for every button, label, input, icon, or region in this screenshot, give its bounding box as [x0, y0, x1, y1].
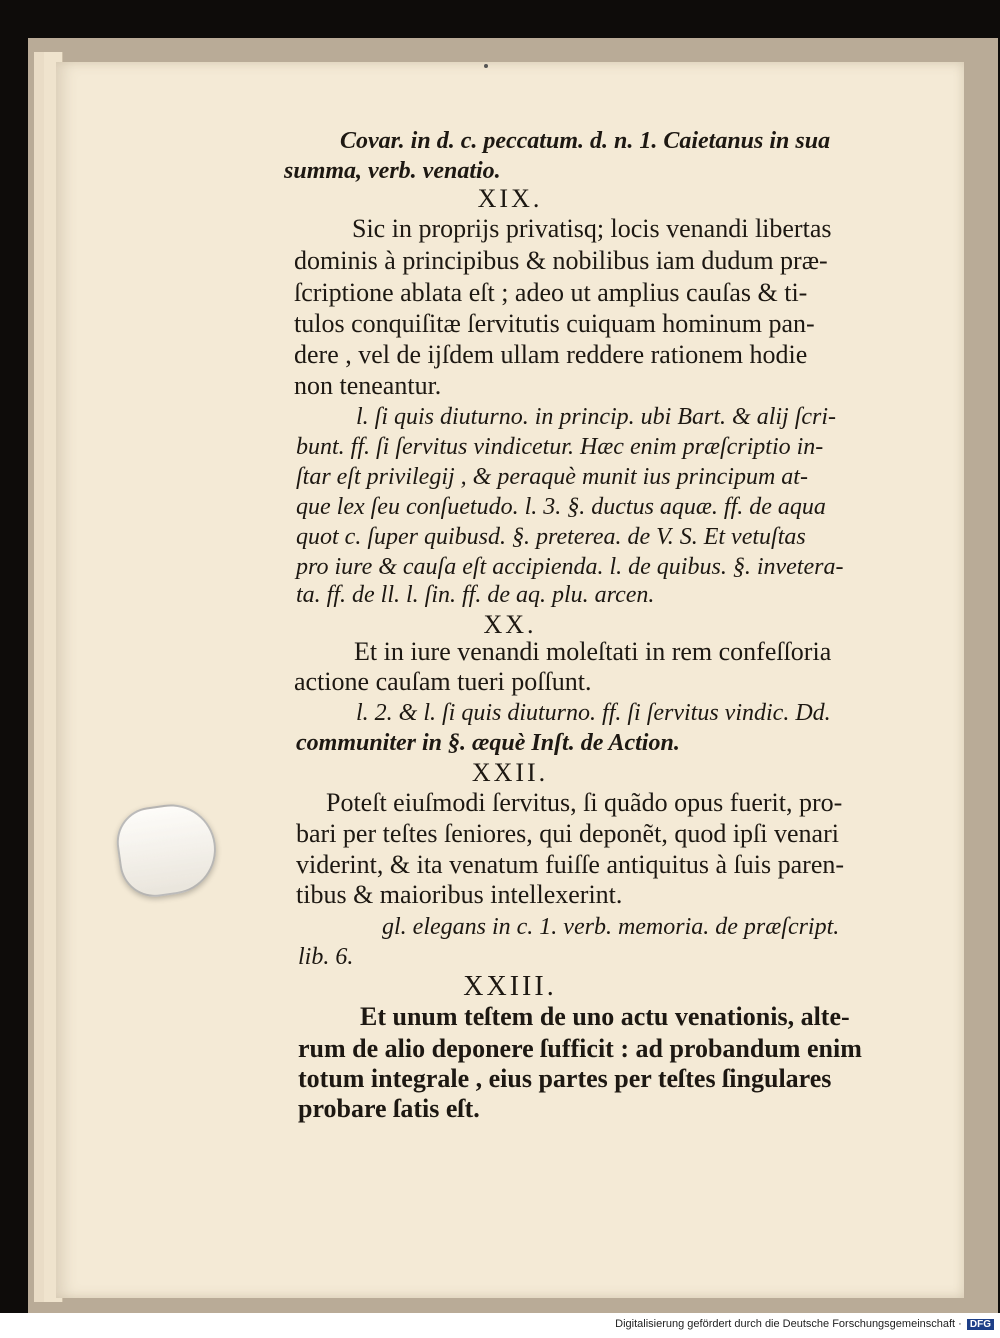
citation-line: summa, verb. venatio. — [284, 158, 501, 184]
citation-line: bunt. ff. ſi ſervitus vindicetur. Hæc enim præſcriptio in- — [296, 434, 824, 460]
body-line: dere , vel de ijſdem ullam reddere rationem hodie — [294, 340, 808, 369]
section-heading: XIX. — [477, 184, 543, 213]
credit-text: Digitalisierung gefördert durch die Deutsche Forschungsgemeinschaft · — [615, 1318, 962, 1330]
citation-line: l. 2. & l. ſi quis diuturno. ff. ſi ſervitus vindic. Dd. — [356, 700, 831, 726]
body-line: bari per teſtes ſeniores, qui deponẽt, quod ipſi venari — [296, 819, 839, 848]
section-heading: XXII. — [471, 758, 549, 787]
body-line: actione cauſam tueri poſſunt. — [294, 667, 592, 696]
citation-line: ta. ff. de ll. l. ſin. ff. de aq. plu. arcen. — [296, 582, 655, 608]
body-line: ſcriptione ablata eſt ; adeo ut amplius cauſas & ti- — [294, 278, 808, 307]
citation-line: Covar. in d. c. peccatum. d. n. 1. Caietanus in sua — [340, 128, 831, 154]
body-line: dominis à principibus & nobilibus iam dudum præ- — [294, 246, 828, 275]
citation-line: pro iure & cauſa eſt accipienda. l. de quibus. §. invetera- — [296, 554, 844, 580]
body-line: tibus & maioribus intellexerint. — [296, 880, 623, 909]
body-line: viderint, & ita venatum fuiſſe antiquitus à ſuis paren- — [296, 850, 845, 879]
body-line: totum integrale , eius partes per teſtes ſingulares — [298, 1064, 832, 1093]
citation-line: que lex ſeu conſuetudo. l. 3. §. ductus aquæ. ff. de aqua — [296, 494, 826, 520]
citation-line: l. ſi quis diuturno. in princip. ubi Bart. & alij ſcri- — [356, 404, 837, 430]
citation-line: quot c. ſuper quibusd. §. preterea. de V. S. Et vetuſtas — [296, 524, 806, 550]
body-line: Poteſt eiuſmodi ſervitus, ſi quãdo opus fuerit, pro- — [326, 788, 843, 817]
body-line: Sic in proprijs privatisq; locis venandi libertas — [352, 214, 832, 243]
citation-line: gl. elegans in c. 1. verb. memoria. de præſcript. — [382, 914, 840, 940]
citation-line: ſtar eſt privilegij , & peraquè munit ius principum at- — [296, 464, 808, 490]
body-line: Et in iure venandi moleſtati in rem confeſſoria — [354, 637, 832, 666]
dfg-logo: DFG — [967, 1319, 994, 1330]
digitization-credit — [615, 1318, 994, 1330]
citation-line: lib. 6. — [298, 944, 354, 970]
body-line: non teneantur. — [294, 371, 442, 400]
page-mark — [484, 64, 488, 68]
body-line: Et unum teſtem de uno actu venationis, alte- — [360, 1002, 850, 1031]
section-heading: XXIII. — [463, 971, 557, 1002]
body-line: probare ſatis eſt. — [298, 1094, 480, 1123]
body-line: rum de alio deponere ſufficit : ad probandum enim — [298, 1034, 862, 1063]
section-heading: XX. — [483, 610, 537, 639]
body-line: tulos conquiſitæ ſervitutis cuiquam hominum pan- — [294, 309, 815, 338]
citation-line: communiter in §. æquè Inſt. de Action. — [296, 730, 680, 756]
